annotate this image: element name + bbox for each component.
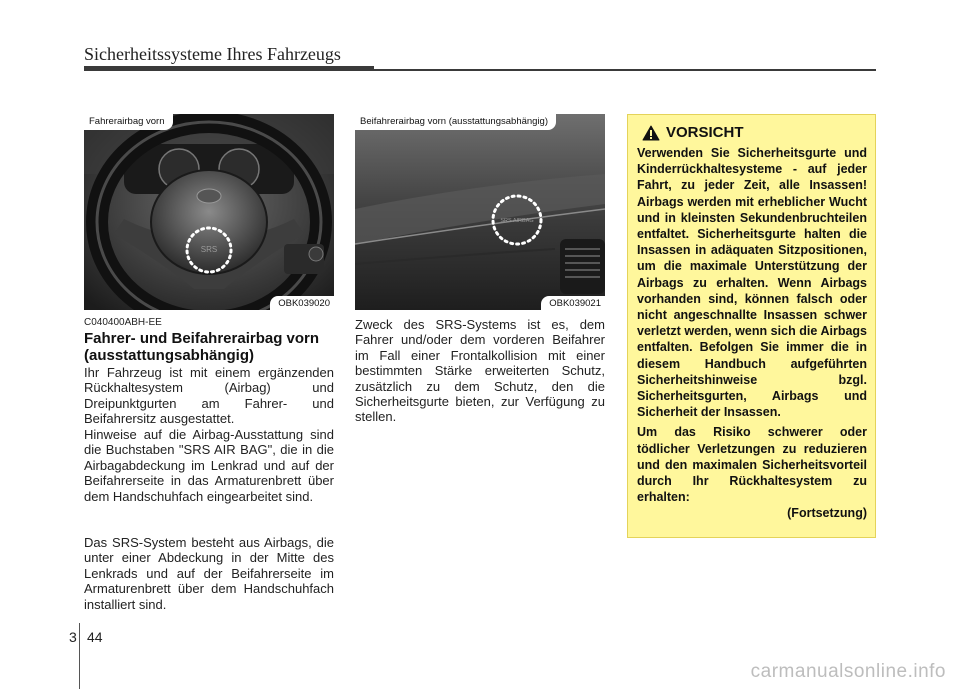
body-paragraph: Hinweise auf die Airbag-Ausstattung sind die Buchstaben "SRS AIR BAG", die in die Airbagabdeckung im Lenkrad und auf der Beifahrerseite in das Armaturenbrett über dem Handschuhfach eingearbeitet sind. (84, 427, 334, 504)
body-paragraph: Zweck des SRS-Systems ist es, dem Fahrer und/oder dem vorderen Beifahrer im Fall einer Frontalkollision mit einer bestimmten Stärke erweiterten Schutz, zusätzlich zu dem Schutz, den die Sicherheitsgurte bieten, zur Verfügung zu stellen. (355, 317, 605, 425)
photo-caption: Fahrerairbag vorn (84, 114, 173, 130)
dashboard-illustration (355, 114, 605, 310)
warning-triangle-icon (642, 125, 660, 141)
photo-code: OBK039020 (270, 296, 334, 310)
footer-divider (79, 623, 80, 689)
srs-airbag-label: SRS AIRBAG (500, 218, 534, 224)
page-header-title: Sicherheitssysteme Ihres Fahrzeugs (84, 44, 341, 64)
caution-box (627, 114, 876, 538)
body-paragraph: Das SRS-System besteht aus Airbags, die unter einer Abdeckung in der Mitte des Lenkrads und auf der Beifahrerseite im Armaturenbrett über dem Handschuhfach installiert sind. (84, 535, 334, 612)
caution-header (642, 124, 867, 141)
body-paragraph: Ihr Fahrzeug ist mit einem ergänzenden Rückhaltesystem (Airbag) und Dreipunktgurten am Fahrer- und Beifahrersitz ausgestattet. (84, 365, 334, 427)
header-rule-thin (374, 69, 876, 71)
header-rule (84, 66, 374, 71)
watermark: carmanualsonline.info (750, 661, 946, 682)
continued-note: (Fortsetzung) (787, 506, 867, 521)
section-heading: Fahrer- und Beifahrerairbag vorn (ausstattungsabhängig) (84, 330, 320, 364)
caution-paragraph: Verwenden Sie Sicherheitsgurte und Kinderrückhaltesysteme - auf jeder Fahrt, zu jeder Zeit, alle Insassen! Airbags werden mit erheblicher Wucht und in kleinsten Sekundenbruchteilen entfaltet. Sicherheitsgurte halten die Insassen in adäquaten Sitzpositionen, um die maximale Unterstützung der Airbags zu erhalten. Wenn Airbags vorhanden sind, können falsch oder nicht angeschnallte Insassen schwer verletzt werden, wenn sich die Airbags entfalten. Befolgen Sie immer die in diesem Handbuch aufgeführten Sicherheitshinweise bzgl. Sicherheitsgurten, Airbags und Sicherheit der Insassen. (637, 146, 867, 420)
steering-wheel-photo (84, 114, 334, 310)
caution-paragraph: Um das Risiko schwerer oder tödlicher Verletzungen zu reduzieren und den maximalen Sicherheitsvorteil durch Ihr Rückhaltesystem zu erhalten: (637, 425, 867, 505)
srs-emblem-text: SRS (200, 245, 218, 254)
photo-code: OBK039021 (541, 296, 605, 310)
steering-wheel-illustration (84, 114, 334, 310)
section-code: C040400ABH-EE (84, 317, 162, 328)
page-number: 44 (87, 629, 103, 645)
dashboard-photo (355, 114, 605, 310)
chapter-number: 3 (69, 629, 77, 645)
caution-title: VORSICHT (666, 124, 744, 141)
photo-caption: Beifahrerairbag vorn (ausstattungsabhängig) (355, 114, 556, 130)
